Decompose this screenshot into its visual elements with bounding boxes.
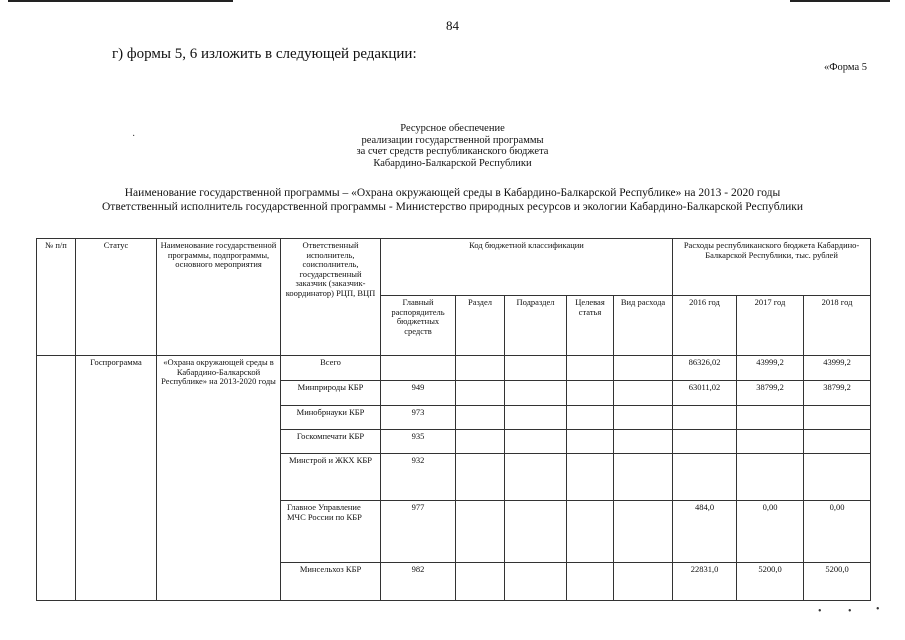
- executor-cell: Госкомпечати КБР: [281, 430, 381, 454]
- y2016-cell: [673, 430, 737, 454]
- y2016-cell: [673, 406, 737, 430]
- expense-type-cell: [614, 501, 673, 563]
- y2016-cell: 86326,02: [673, 356, 737, 381]
- row-num-cell: [37, 356, 76, 601]
- main-manager-cell: 949: [381, 381, 456, 406]
- top-rule-left: [8, 0, 233, 2]
- document-title: [0, 123, 905, 169]
- scan-speck: •: [818, 606, 822, 617]
- title-line: реализации государственной программы: [361, 134, 544, 146]
- header-expense-type: Вид расхода: [614, 296, 673, 356]
- y2017-cell: 43999,2: [737, 356, 804, 381]
- subsection-cell: [505, 356, 567, 381]
- y2017-cell: 0,00: [737, 501, 804, 563]
- title-line: за счет средств республиканского бюджета: [356, 146, 549, 157]
- main-manager-cell: 932: [381, 454, 456, 501]
- resource-table: [36, 238, 871, 601]
- program-info: [0, 186, 905, 214]
- y2018-cell: [804, 454, 871, 501]
- section-cell: [456, 406, 505, 430]
- section-cell: [456, 501, 505, 563]
- subsection-cell: [505, 430, 567, 454]
- status-cell: Госпрограмма: [76, 356, 157, 601]
- y2018-cell: 43999,2: [804, 356, 871, 381]
- scan-speck: •: [848, 606, 852, 617]
- section-cell: [456, 381, 505, 406]
- header-status: Статус: [76, 239, 157, 356]
- section-cell: [456, 454, 505, 501]
- executor-cell: Минсельхоз КБР: [281, 563, 381, 601]
- target-article-cell: [567, 563, 614, 601]
- header-main-manager: Главный распорядитель бюджетных средств: [381, 296, 456, 356]
- header-num: № п/п: [37, 239, 76, 356]
- y2017-cell: [737, 430, 804, 454]
- executor-cell: Минстрой и ЖКХ КБР: [281, 454, 381, 501]
- section-cell: [456, 356, 505, 381]
- subsection-cell: [505, 406, 567, 430]
- form-label: «Форма 5: [824, 62, 867, 73]
- target-article-cell: [567, 454, 614, 501]
- header-year-2018: 2018 год: [804, 296, 871, 356]
- main-manager-cell: 935: [381, 430, 456, 454]
- main-manager-cell: [381, 356, 456, 381]
- expense-type-cell: [614, 381, 673, 406]
- y2016-cell: 484,0: [673, 501, 737, 563]
- y2018-cell: 38799,2: [804, 381, 871, 406]
- y2017-cell: [737, 406, 804, 430]
- y2018-cell: 0,00: [804, 501, 871, 563]
- title-line: Ресурсное обеспечение: [400, 123, 505, 134]
- expense-type-cell: [614, 406, 673, 430]
- executor-cell: Минприроды КБР: [281, 381, 381, 406]
- y2016-cell: 63011,02: [673, 381, 737, 406]
- header-row: [37, 239, 871, 296]
- page-number: 84: [446, 18, 459, 33]
- expense-type-cell: [614, 454, 673, 501]
- header-year-2016: 2016 год: [673, 296, 737, 356]
- subsection-cell: [505, 501, 567, 563]
- table-row: [37, 356, 871, 381]
- target-article-cell: [567, 381, 614, 406]
- header-name: Наименование государственной программы, подпрограммы, основного мероприятия: [157, 239, 281, 356]
- section-cell: [456, 430, 505, 454]
- subsection-cell: [505, 563, 567, 601]
- header-year-2017: 2017 год: [737, 296, 804, 356]
- section-cell: [456, 563, 505, 601]
- header-section: Раздел: [456, 296, 505, 356]
- y2017-cell: 38799,2: [737, 381, 804, 406]
- header-budget-code: Код бюджетной классификации: [381, 239, 673, 296]
- program-name-line: Наименование государственной программы – «Охрана окружающей среды в Кабардино-Балкарской Республике» на 2013 - 2020 годы: [124, 187, 781, 199]
- y2018-cell: [804, 430, 871, 454]
- main-manager-cell: 982: [381, 563, 456, 601]
- executor-cell: Главное Управление МЧС России по КБР: [281, 501, 381, 563]
- target-article-cell: [567, 501, 614, 563]
- y2018-cell: 5200,0: [804, 563, 871, 601]
- main-manager-cell: 977: [381, 501, 456, 563]
- header-expenses: Расходы республиканского бюджета Кабардино-Балкарской Республики, тыс. рублей: [673, 239, 871, 296]
- target-article-cell: [567, 406, 614, 430]
- executor-cell: Всего: [281, 356, 381, 381]
- responsible-line: Ответственный исполнитель государственной программы - Министерство природных ресурсов и экологии Кабардино-Балкарской Республики: [102, 201, 803, 213]
- y2018-cell: [804, 406, 871, 430]
- y2016-cell: 22831,0: [673, 563, 737, 601]
- executor-cell: Минобрнауки КБР: [281, 406, 381, 430]
- subsection-cell: [505, 381, 567, 406]
- top-rule-right: [790, 0, 890, 2]
- title-line: Кабардино-Балкарской Республики: [373, 157, 532, 169]
- scan-speck: •: [876, 604, 880, 615]
- header-target-article: Целевая статья: [567, 296, 614, 356]
- scan-speck: ·: [132, 131, 136, 142]
- target-article-cell: [567, 430, 614, 454]
- expense-type-cell: [614, 430, 673, 454]
- expense-type-cell: [614, 563, 673, 601]
- target-article-cell: [567, 356, 614, 381]
- program-name-cell: «Охрана окружающей среды в Кабардино-Балкарской Республике» на 2013-2020 годы: [157, 356, 281, 601]
- expense-type-cell: [614, 356, 673, 381]
- y2017-cell: [737, 454, 804, 501]
- intro-text: г) формы 5, 6 изложить в следующей редакции:: [112, 46, 417, 62]
- header-executor: Ответственный исполнитель, соисполнитель, государственный заказчик (заказчик-координатор) РЦП, ВЦП: [281, 239, 381, 356]
- main-manager-cell: 973: [381, 406, 456, 430]
- header-subsection: Подраздел: [505, 296, 567, 356]
- y2017-cell: 5200,0: [737, 563, 804, 601]
- y2016-cell: [673, 454, 737, 501]
- subsection-cell: [505, 454, 567, 501]
